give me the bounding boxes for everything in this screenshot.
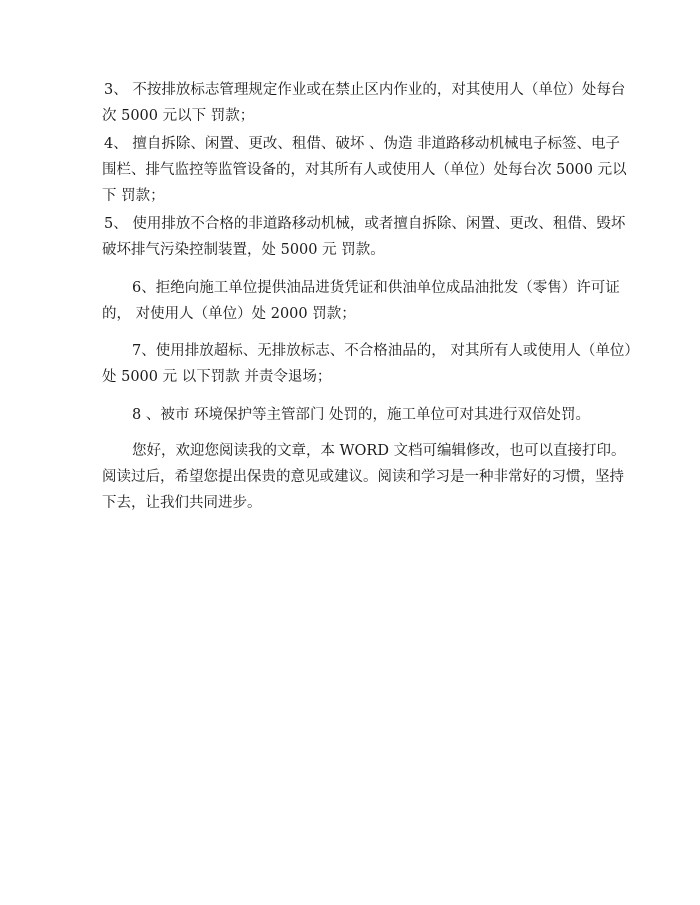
paragraph-line: 5、 使用排放不合格的非道路移动机械，或者擅自拆除、闲置、更改、租借、毁坏 xyxy=(104,216,626,232)
paragraph-line: 的， 对使用人（单位）处 2000 罚款； xyxy=(102,306,356,322)
paragraph-item-4 xyxy=(102,131,627,209)
paragraph-line: 6、拒绝向施工单位提供油品进货凭证和供油单位成品油批发（零售）许可证 xyxy=(132,280,620,296)
paragraph-item-7 xyxy=(102,338,639,390)
paragraph-line: 阅读过后，希望您提出保贵的意见或建议。阅读和学习是一种非常好的习惯，坚持 xyxy=(102,469,624,485)
paragraph-line: 围栏、排气监控等监管设备的，对其所有人或使用人（单位）处每台次 5000 元以 xyxy=(102,162,627,178)
paragraph-line: 次 5000 元以下 罚款； xyxy=(102,108,255,124)
paragraph-line: 破坏排气污染控制装置，处 5000 元 罚款。 xyxy=(102,242,385,258)
paragraph-line: 处 5000 元 以下罚款 并责令退场； xyxy=(102,369,332,385)
paragraph-item-8 xyxy=(102,402,608,428)
paragraph-line: 您好，欢迎您阅读我的文章，本 WORD 文档可编辑修改，也可以直接打印。 xyxy=(132,443,626,459)
paragraph-item-5 xyxy=(102,211,626,263)
paragraph-line: 4、 擅自拆除、闲置、更改、租借、破坏 、伪造 非道路移动机械电子标签、电子 xyxy=(104,136,621,152)
paragraph-line: 下 罚款； xyxy=(102,188,165,204)
paragraph-line: 7、使用排放超标、无排放标志、不合格油品的， 对其所有人或使用人（单位） xyxy=(132,343,639,359)
paragraph-item-6 xyxy=(102,275,620,327)
closing-note xyxy=(102,438,626,516)
paragraph-line: 下去，让我们共同进步。 xyxy=(102,495,262,511)
paragraph-line: 8 、被市 环境保护等主管部门 处罚的，施工单位可对其进行双倍处罚。 xyxy=(132,407,591,423)
paragraph-line: 3、 不按排放标志管理规定作业或在禁止区内作业的，对其使用人（单位）处每台 xyxy=(104,82,626,98)
paragraph-item-3 xyxy=(102,77,626,129)
